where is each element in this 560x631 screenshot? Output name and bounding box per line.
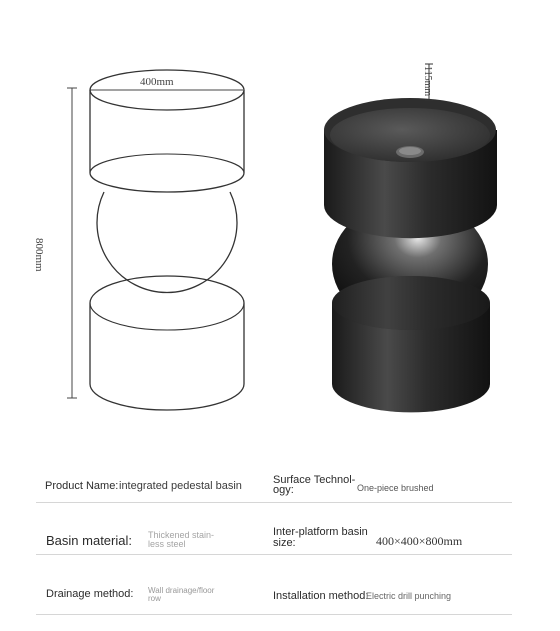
product-name-value: integrated pedestal basin: [119, 480, 242, 492]
row-divider: [36, 614, 512, 615]
width-dimension-label: 400mm: [140, 76, 174, 88]
depth-dimension-label: 115mm: [422, 66, 433, 97]
basin-material-label: Basin material:: [46, 533, 132, 548]
inter-platform-size-label: Inter-platform basin size:: [273, 526, 368, 549]
basin-material-value: Thickened stain- less steel: [148, 530, 215, 549]
drainage-method-value: Wall drainage/floor row: [148, 586, 215, 603]
product-name-label: Product Name:: [45, 480, 119, 492]
spec-table: [0, 460, 560, 631]
inter-platform-size-value: 400×400×800mm: [376, 534, 463, 548]
installation-method-label: Installation method:: [273, 590, 369, 602]
height-dimension-label: 800mm: [33, 238, 45, 272]
drainage-method-label: Drainage method:: [46, 588, 134, 600]
surface-technology-value: One-piece brushed: [357, 483, 434, 493]
row-divider: [36, 554, 512, 555]
installation-method-value: Electric drill punching: [366, 591, 452, 601]
row-divider: [36, 502, 512, 503]
surface-technology-label: Surface Technol- ogy:: [273, 474, 356, 496]
